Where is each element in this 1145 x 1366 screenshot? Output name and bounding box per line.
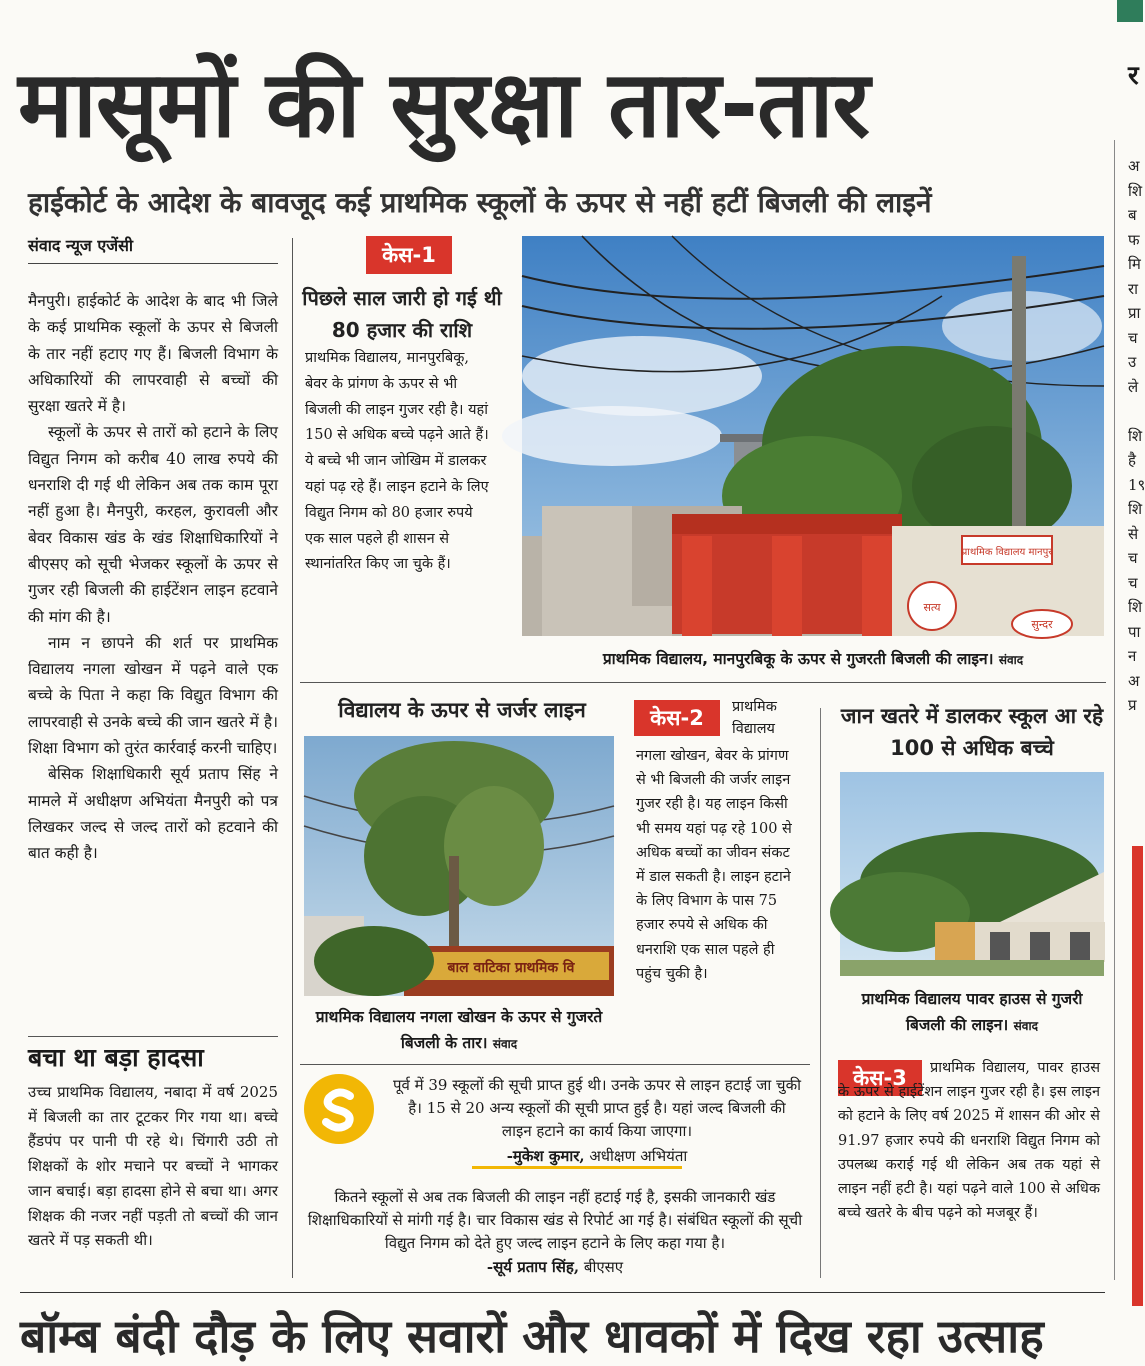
fragment-line: प्रा	[1128, 304, 1141, 322]
subheadline: हाईकोर्ट के आदेश के बावजूद कई प्राथमिक स्कूलों के ऊपर से नहीं हटीं बिजली की लाइनें	[28, 186, 932, 219]
case-1-text: प्राथमिक विद्यालय, मानपुरबिकू, बेवर के प्रांगण के ऊपर से भी बिजली की लाइन गुजर रही है। यहां 150 से अधिक बच्चे पढ़ने आते हैं। ये बच्चे भी जान जोखिम में डालकर यहां पढ़ रहे हैं। लाइन हटाने के लिए विद्युत निगम को 80 हजार रुपये एक साल पहले ही शासन से स्थानांतरित किए जा चुके हैं।	[305, 350, 489, 573]
adjacent-ad-strip	[1132, 846, 1143, 1306]
case-3-text: प्राथमिक विद्यालय, पावर हाउस के ऊपर से हाईटेंशन लाइन गुजर रही है। इस लाइन को हटाने के लिए वर्ष 2025 में शासन की ओर से 91.97 हजार रुपये की धनराशि विद्युत निगम को उपलब्ध कराई गई थी लेकिन अब तक यहां से लाइन नहीं हटी है। यहां पढ़ने वाले 100 से अधिक बच्चे खतरे के बीच पढ़ने को मजबूर हैं।	[838, 1060, 1100, 1222]
case-2-text: नगला खोखन, बेवर के प्रांगण से भी बिजली की जर्जर लाइन गुजर रही है। यह लाइन किसी भी समय यहां पढ़ रहे 100 से अधिक बच्चों का जीवन संकट में डाल सकती है। लाइन हटाने के लिए विभाग के पास 75 हजार रुपये से अधिक की धनराशि एक साल पहले ही पहुंच चुकी है।	[636, 748, 792, 982]
article-paragraph: बेसिक शिक्षाधिकारी सूर्य प्रताप सिंह ने मामले में अधीक्षण अभियंता मैनपुरी को पत्र लिखकर जल्द से जल्द तारों को हटवाने की बात कही है।	[28, 765, 278, 863]
fragment-line: शि	[1128, 598, 1143, 616]
fragment-line: च	[1128, 573, 1138, 592]
adjacent-headline-fragment: र	[1128, 61, 1139, 91]
column-rule	[292, 238, 293, 1278]
photo-1-caption-text: प्राथमिक विद्यालय, मानपुरबिकू के ऊपर से गुजरती बिजली की लाइन।	[602, 650, 994, 668]
quote-underline	[472, 1166, 682, 1169]
sidebar-story-title: बचा था बड़ा हादसा	[28, 1043, 204, 1072]
fragment-line: अ	[1128, 671, 1140, 690]
case-3-badge: केस-3	[838, 1060, 922, 1096]
school-sign-text: प्राथमिक विद्यालय मानपुर	[961, 547, 1053, 558]
column-rule	[820, 708, 821, 1278]
photo-3-credit: संवाद	[1013, 1019, 1038, 1033]
quote-2-author: -सूर्य प्रताप सिंह,	[486, 1258, 580, 1276]
article-paragraph: नाम न छापने की शर्त पर प्राथमिक विद्यालय नगला खोखन में पढ़ने वाले एक बच्चे के पिता ने कहा कि विद्युत विभाग की लापरवाही से उनके बच्चे की जान खतरे में है। शिक्षा विभाग को तुरंत कार्रवाई करनी चाहिए।	[28, 633, 278, 758]
fragment-line: है	[1128, 451, 1136, 469]
quote-1-attribution	[392, 1144, 802, 1168]
photo-2-credit: संवाद	[492, 1037, 518, 1051]
fragment-line: प्र	[1128, 696, 1137, 714]
photo-1-credit: संवाद	[998, 653, 1024, 667]
school-sign-text: बाल वाटिका प्राथमिक वि	[447, 960, 575, 976]
fragment-line: ले	[1128, 377, 1139, 396]
fragment-line: न	[1128, 647, 1137, 665]
photo-2-caption-text: प्राथमिक विद्यालय नगला खोखन के ऊपर से गुजरते बिजली के तार।	[315, 1008, 603, 1052]
quote-2-attribution	[306, 1256, 804, 1278]
case-3-box-title: जान खतरे में डालकर स्कूल आ रहे 100 से अधिक बच्चे	[840, 704, 1104, 760]
fragment-line: मि	[1128, 255, 1141, 273]
photo-school-manpur	[522, 236, 1104, 636]
fragment-line: पा	[1128, 622, 1141, 641]
quote-1-author: -मुकेश कुमार,	[506, 1147, 585, 1165]
quote-1-designation: अधीक्षण अभियंता	[589, 1147, 688, 1165]
fragment-line: रा	[1128, 279, 1139, 298]
case-2-badge: केस-2	[634, 700, 720, 736]
photo-school-powerhouse	[840, 772, 1104, 976]
fragment-line: से	[1128, 524, 1139, 543]
quote-2-designation: बीएसए	[583, 1258, 624, 1276]
fragment-line: फ	[1128, 230, 1140, 249]
article-paragraph: मैनपुरी। हाईकोर्ट के आदेश के बाद भी जिले के कई प्राथमिक स्कूलों के ऊपर से बिजली के तार नहीं हटाए गए हैं। बिजली विभाग के अधिकारियों की लापरवाही से बच्चों की सुरक्षा खतरे में है।	[28, 292, 278, 416]
article-paragraph: स्कूलों के ऊपर से तारों को हटाने के लिए विद्युत निगम को करीब 40 लाख रुपये की धनराशि दी गई थी लेकिन अब तक काम पूरा नहीं हुआ है। मैनपुरी, करहल, कुरावली और बेवर विकास खंड के खंड शिक्षाधिकारियों ने बीएसए को सूची भेजकर स्कूलों के ऊपर से गुजर रही बिजली की हाईटेंशन लाइन हटवाने की मांग की है।	[28, 423, 278, 626]
page-headline: मासूमों की सुरक्षा तार-तार	[18, 51, 870, 158]
school-photo-illustration	[304, 736, 614, 996]
main-article	[28, 288, 278, 1028]
case-1-badge: केस-1	[366, 236, 452, 274]
fragment-line: ब	[1128, 206, 1137, 224]
fragment-line: शि	[1128, 500, 1143, 518]
fragment-line: च	[1128, 549, 1138, 567]
quote-logo	[304, 1074, 374, 1144]
school-photo-illustration	[522, 236, 1104, 636]
byline: संवाद न्यूज एजेंसी	[28, 232, 278, 264]
quote-1-text: पूर्व में 39 स्कूलों की सूची प्राप्त हुई थी। उनके ऊपर से लाइन हटाई जा चुकी है। 15 से 20 अन्य स्कूलों की सूची प्राप्त हुई है। यहां जल्द बिजली की लाइन हटाने का कार्य किया जाएगा।	[393, 1076, 801, 1140]
fragment-line: उ	[1128, 353, 1137, 371]
sign-word: सुन्दर	[1031, 618, 1053, 631]
fragment-line: शि	[1128, 181, 1143, 200]
photo-2-caption	[304, 1004, 614, 1056]
s-logo-icon	[304, 1074, 374, 1144]
adjacent-article-fragment	[1128, 154, 1143, 774]
fragment-line: अ	[1128, 157, 1140, 175]
photo-school-nagla	[304, 736, 614, 996]
section-divider	[20, 1292, 1105, 1293]
photo-3-caption-text: प्राथमिक विद्यालय पावर हाउस से गुजरी बिजली की लाइन।	[861, 990, 1083, 1034]
photo-1-caption	[522, 646, 1104, 674]
column-rule	[1114, 140, 1115, 1280]
column-divider	[28, 1036, 278, 1037]
fragment-line: 1९	[1128, 475, 1145, 494]
section-divider	[300, 1064, 810, 1065]
sidebar-story-text: उच्च प्राथमिक विद्यालय, नबादा में वर्ष 2025 में बिजली का तार टूटकर गिर गया था। बच्चे हैंडपंप पर पानी पी रहे थे। चिंगारी उठी तो शिक्षकों के शोर मचाने पर बच्चों ने भागकर जान बचाई। बड़ा हादसा होने से बचा था। अगर शिक्षक की नजर नहीं पड़ती तो बच्चों की जान खतरे में पड़ सकती थी।	[28, 1083, 278, 1250]
school-photo-illustration	[840, 772, 1104, 976]
fragment-line: च	[1128, 328, 1138, 347]
fragment-line	[1128, 399, 1143, 424]
next-story-headline: बॉम्ब बंदी दौड़ के लिए सवारों और धावकों में दिख रहा उत्साह	[20, 1309, 1044, 1363]
case-2-lead: प्राथमिक विद्यालय	[732, 699, 777, 737]
corner-tab	[1117, 0, 1143, 22]
fragment-line: शि	[1128, 426, 1143, 445]
case-1-title: पिछले साल जारी हो गई थी 80 हजार की राशि	[302, 286, 502, 342]
photo-3-caption	[840, 986, 1104, 1038]
case-2-box-title: विद्यालय के ऊपर से जर्जर लाइन	[338, 698, 586, 722]
sign-word: सत्य	[923, 601, 941, 614]
quote-2-text: कितने स्कूलों से अब तक बिजली की लाइन नहीं हटाई गई है, इसकी जानकारी खंड शिक्षाधिकारियों से मांगी गई है। चार विकास खंड से रिपोर्ट आ गई है। संबंधित स्कूलों की सूची विद्युत निगम को देते हुए जल्द लाइन हटाने के लिए कहा गया है।	[307, 1188, 803, 1252]
section-divider	[300, 682, 1106, 683]
